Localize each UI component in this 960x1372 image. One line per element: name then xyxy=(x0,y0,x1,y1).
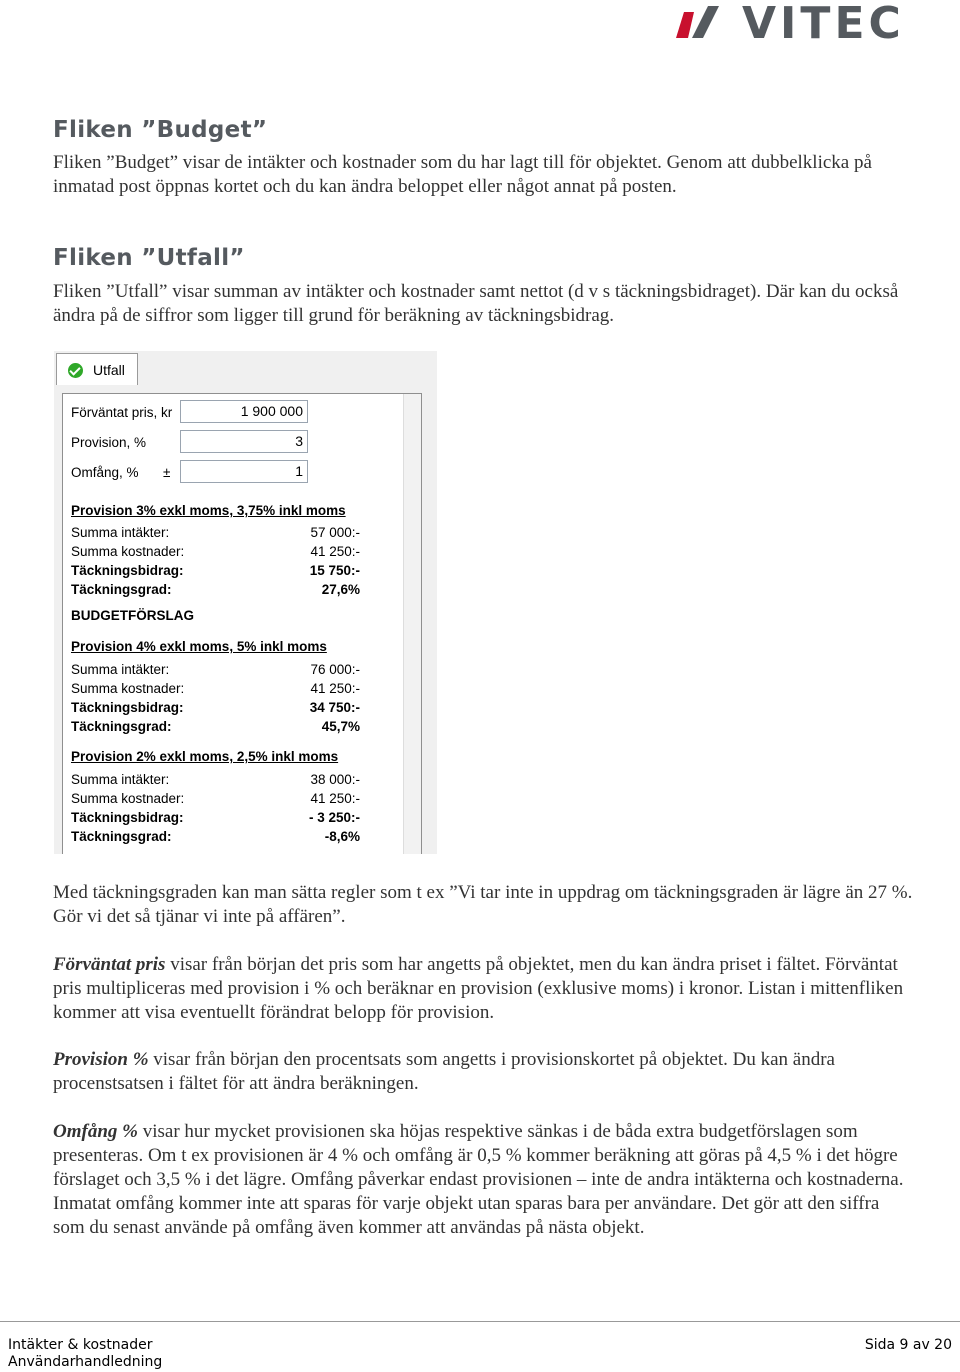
row-value: -8,6% xyxy=(324,829,360,844)
row-label: Summa kostnader: xyxy=(71,681,185,696)
row-label: Täckningsgrad: xyxy=(71,829,172,844)
text: visar från början den procentsats som angetts i provisionskortet på objektet. Du kan ändra procenstsatsen i fältet för att ändra beräkningen. xyxy=(53,1049,835,1094)
paragraph-provision xyxy=(53,1048,913,1096)
row-label: Summa intäkter: xyxy=(71,525,170,540)
row-value: 15 750:- xyxy=(309,563,360,578)
term-provision: Provision % xyxy=(53,1049,149,1070)
paragraph-range xyxy=(53,1120,913,1240)
budget-proposal-label: BUDGETFÖRSLAG xyxy=(71,608,194,623)
input-expected-price[interactable]: 1 900 000 xyxy=(180,400,308,423)
row-value: 41 250:- xyxy=(310,681,360,696)
paragraph-expected-price xyxy=(53,953,913,1025)
footer-subtitle: Användarhandledning xyxy=(8,1354,163,1370)
paragraph-utfall: Fliken ”Utfall” visar summan av intäkter och kostnader samt nettot (d v s täckningsbidraget). Där kan du också ändra på de siffror som ligger till grund för beräkning av täckningsbidrag. xyxy=(53,281,899,326)
tab-utfall[interactable] xyxy=(56,353,138,385)
input-range[interactable]: 1 xyxy=(180,460,308,483)
row-label: Summa intäkter: xyxy=(71,662,170,677)
block-title-2: Provision 4% exkl moms, 5% inkl moms xyxy=(71,639,327,654)
row-value: 34 750:- xyxy=(309,700,360,715)
row-label: Täckningsgrad: xyxy=(71,719,172,734)
heading-utfall: Fliken ”Utfall” xyxy=(53,245,245,271)
check-icon xyxy=(68,363,83,378)
row-label: Summa kostnader: xyxy=(71,791,185,806)
block-title-3: Provision 2% exkl moms, 2,5% inkl moms xyxy=(71,749,339,764)
footer-title: Intäkter & kostnader xyxy=(8,1337,153,1353)
row-value: - 3 250:- xyxy=(308,810,360,825)
text: visar hur mycket provisionen ska höjas respektive sänkas i de båda extra budgetförslagen som presenteras. Om t ex provisionen är 4 % och omfång är 0,5 % kommer beräkning att göras på 4,5 % i det högre förslaget och 3,5 % i det lägre. Omfång påverkar endast provisionen – inte de andra intäkterna och kostnaderna. Inmatat omfång kommer inte att sparas för varje objekt utan sparas bara per användare. Det gör att den siffra som du senast använde på omfång även kommer att användas på nästa objekt. xyxy=(53,1121,904,1238)
row-label: Täckningsgrad: xyxy=(71,582,172,597)
scrollbar[interactable] xyxy=(403,394,421,854)
row-value: 45,7% xyxy=(321,719,360,734)
heading-budget: Fliken ”Budget” xyxy=(53,117,268,143)
paragraph-coverage: Med täckningsgraden kan man sätta regler som t ex ”Vi tar inte in uppdrag om täckningsgraden är lägre än 27 %. Gör vi det så tjänar vi inte på affären”. xyxy=(53,882,913,927)
row-value: 76 000:- xyxy=(310,662,360,677)
row-label: Täckningsbidrag: xyxy=(71,563,184,578)
text: visar från början det pris som har angetts på objektet, men du kan ändra priset i fältet. Förväntat pris multipliceras med provision i % och beräknar en provision (exklusive moms) i kronor. Listan i mittenfliken kommer att visa eventuellt förändrat belopp för provision. xyxy=(53,954,904,1023)
row-label: Täckningsbidrag: xyxy=(71,700,184,715)
row-value: 27,6% xyxy=(321,582,360,597)
vitec-logo xyxy=(672,2,928,44)
footer-divider xyxy=(0,1321,960,1322)
label-expected-price: Förväntat pris, kr xyxy=(71,405,173,420)
input-provision[interactable]: 3 xyxy=(180,430,308,453)
row-value: 41 250:- xyxy=(310,791,360,806)
row-label: Summa intäkter: xyxy=(71,772,170,787)
block-title-1: Provision 3% exkl moms, 3,75% inkl moms xyxy=(71,503,346,518)
logo-text: VITEC xyxy=(742,2,905,44)
row-value: 38 000:- xyxy=(310,772,360,787)
tab-label: Utfall xyxy=(93,362,125,378)
logo-mark-icon xyxy=(676,6,719,38)
paragraph-budget: Fliken ”Budget” visar de intäkter och kostnader som du har lagt till för objektet. Genom att dubbelklicka på inmatad post öppnas kortet och du kan ändra beloppet eller något annat på posten. xyxy=(53,152,872,197)
utfall-pane xyxy=(62,393,422,854)
utfall-screenshot xyxy=(54,351,437,854)
row-label: Summa kostnader: xyxy=(71,544,185,559)
row-label: Täckningsbidrag: xyxy=(71,810,184,825)
plus-minus-sign: ± xyxy=(163,465,171,480)
term-range: Omfång % xyxy=(53,1121,138,1142)
term-expected-price: Förväntat pris xyxy=(53,954,166,975)
row-value: 57 000:- xyxy=(310,525,360,540)
row-value: 41 250:- xyxy=(310,544,360,559)
label-range: Omfång, % xyxy=(71,465,139,480)
footer-page-number: Sida 9 av 20 xyxy=(864,1337,952,1353)
label-provision: Provision, % xyxy=(71,435,147,450)
